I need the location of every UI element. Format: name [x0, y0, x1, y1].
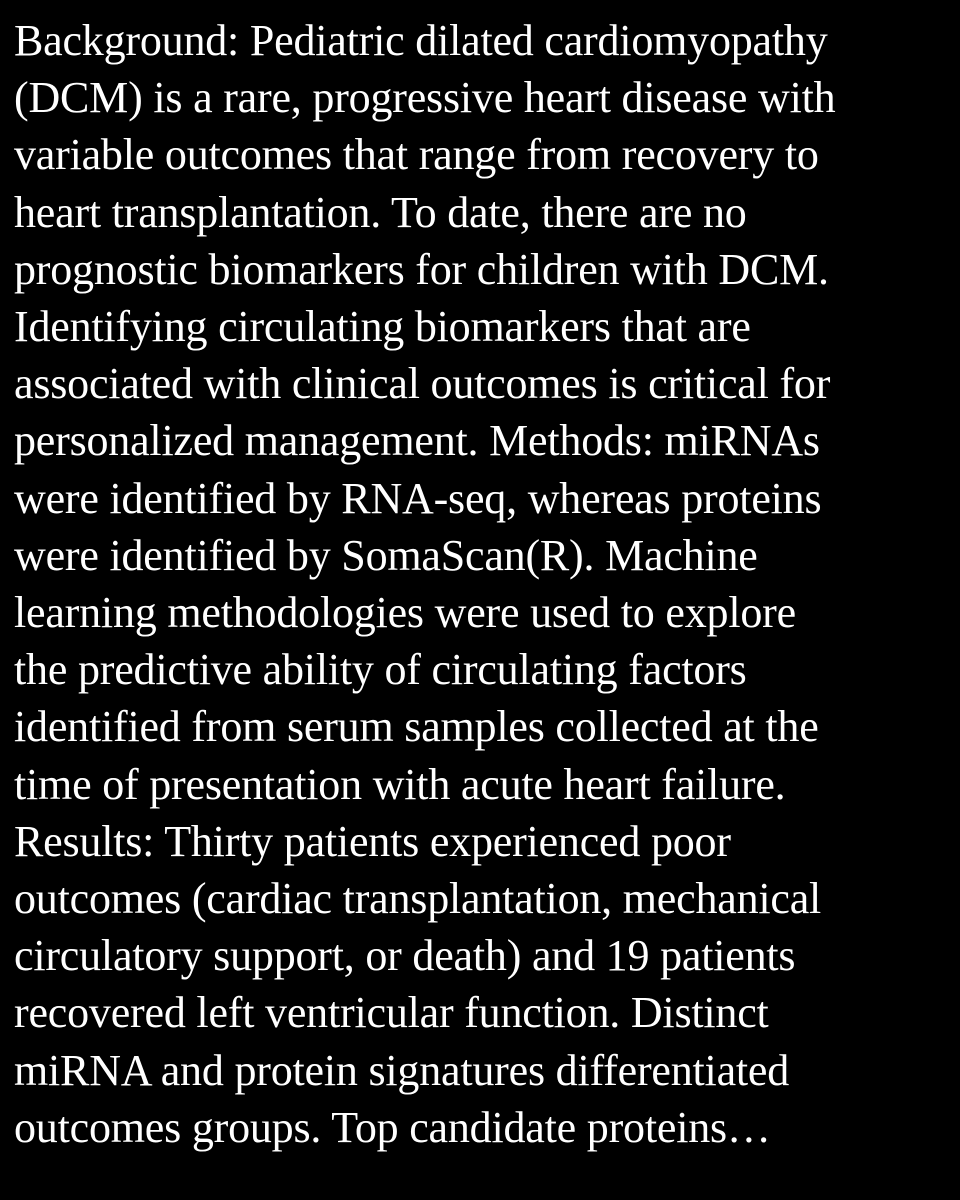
- abstract-line: heart transplantation. To date, there are no: [14, 187, 747, 237]
- abstract-line: learning methodologies were used to explore: [14, 588, 796, 638]
- abstract-line: were identified by SomaScan(R). Machine: [14, 530, 758, 580]
- abstract-line: the predictive ability of circulating factors: [14, 645, 747, 695]
- abstract-line: identified from serum samples collected at the: [14, 702, 819, 752]
- abstract-line: outcomes groups. Top candidate proteins…: [14, 1102, 771, 1152]
- abstract-line: personalized management. Methods: miRNAs: [14, 416, 820, 466]
- abstract-line: (DCM) is a rare, progressive heart disease with: [14, 73, 836, 123]
- abstract-line: prognostic biomarkers for children with DCM.: [14, 244, 829, 294]
- abstract-text-block: [14, 12, 954, 1156]
- abstract-line: circulatory support, or death) and 19 patients: [14, 931, 796, 981]
- abstract-line: associated with clinical outcomes is critical for: [14, 359, 831, 409]
- abstract-line: variable outcomes that range from recovery to: [14, 130, 819, 180]
- abstract-line: miRNA and protein signatures differentiated: [14, 1045, 790, 1095]
- abstract-line: outcomes (cardiac transplantation, mechanical: [14, 874, 822, 924]
- abstract-line: time of presentation with acute heart failure.: [14, 759, 786, 809]
- abstract-line: Background: Pediatric dilated cardiomyopathy: [14, 16, 828, 65]
- abstract-line: Results: Thirty patients experienced poor: [14, 816, 731, 866]
- abstract-line: were identified by RNA-seq, whereas proteins: [14, 473, 822, 523]
- abstract-line: Identifying circulating biomarkers that are: [14, 302, 751, 352]
- abstract-line: recovered left ventricular function. Distinct: [14, 988, 769, 1038]
